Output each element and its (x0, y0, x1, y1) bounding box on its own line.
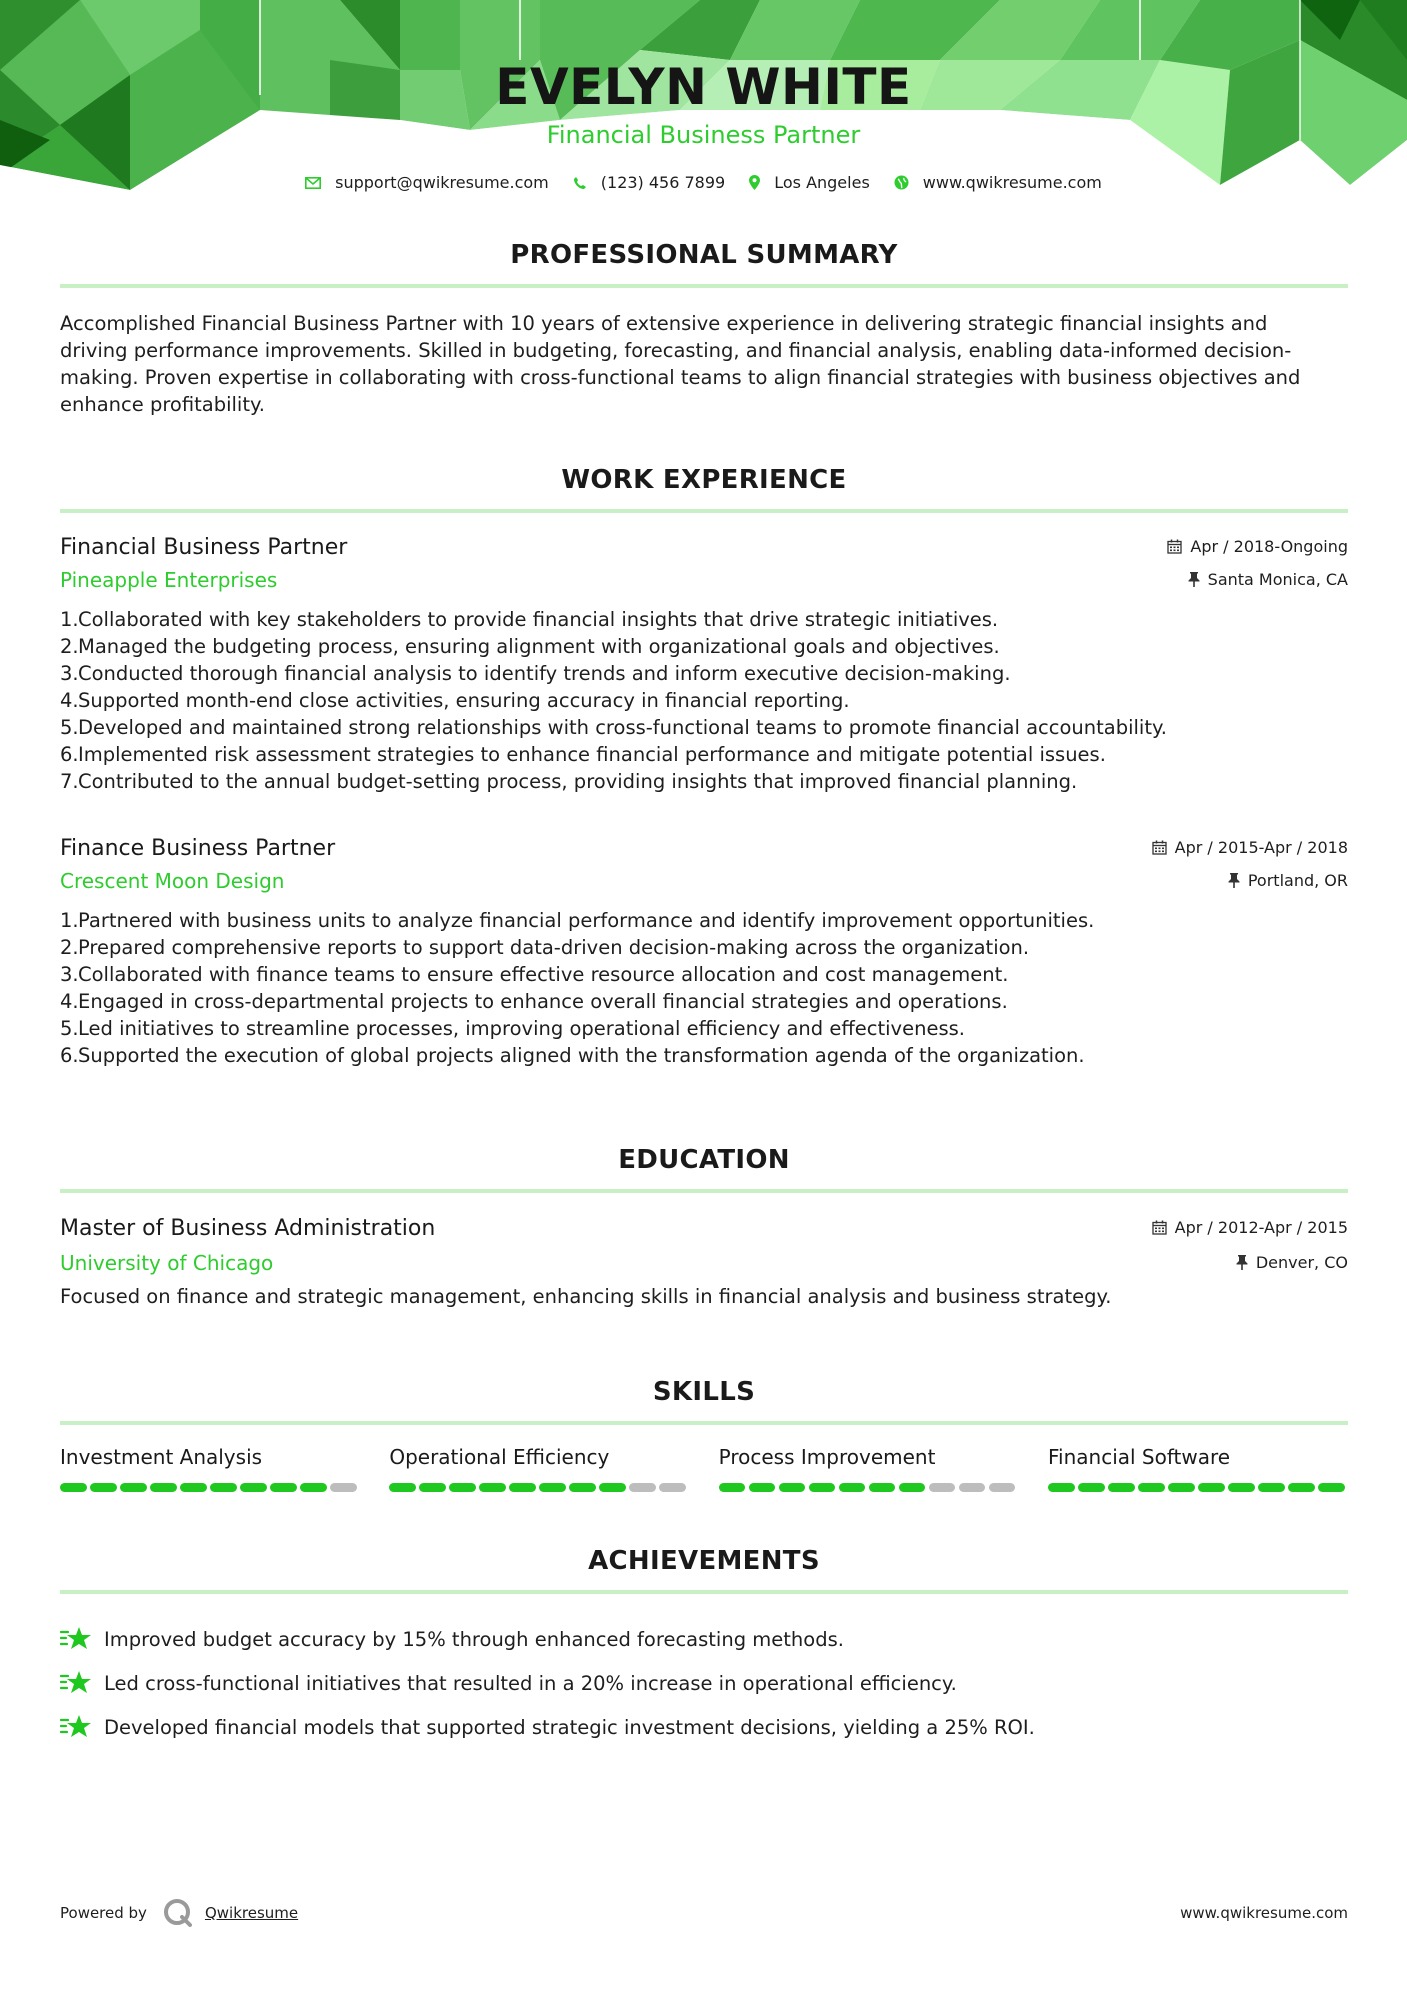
rating-dot-filled (210, 1483, 237, 1492)
achievement-text: Developed financial models that supported strategic investment decisions, yielding a 25% ROI. (104, 1715, 1035, 1739)
school-name: University of Chicago (60, 1251, 274, 1275)
star-icon (60, 1669, 92, 1697)
education-dates (1152, 1218, 1348, 1237)
job-bullets (60, 606, 1348, 795)
skill-rating (719, 1483, 1019, 1492)
contact-location (749, 173, 870, 192)
summary-line: Accomplished Financial Business Partner with 10 years of extensive experience in delivering strategic financial insights and (60, 312, 1268, 335)
job-title: Financial Business Partner (60, 535, 348, 560)
rating-dot-filled (300, 1483, 327, 1492)
job-dates-text: Apr / 2015-Apr / 2018 (1174, 838, 1348, 857)
job-dates-text: Apr / 2018-Ongoing (1190, 537, 1348, 556)
job-bullets (60, 907, 1348, 1069)
bullet-text: Prepared comprehensive reports to support data-driven decision-making across the organization. (78, 936, 1030, 959)
education-dates-text: Apr / 2012-Apr / 2015 (1174, 1218, 1348, 1237)
pushpin-icon (1228, 873, 1240, 888)
bullet-text: Supported the execution of global projects aligned with the transformation agenda of the organization. (78, 1044, 1085, 1067)
rating-dot-filled (1258, 1483, 1285, 1492)
skill-item (389, 1445, 689, 1492)
rating-dot-empty (929, 1483, 956, 1492)
bullet-text: Contributed to the annual budget-setting process, providing insights that improved financial planning. (78, 770, 1078, 793)
skill-name: Process Improvement (718, 1445, 936, 1469)
summary-text (60, 310, 1348, 418)
list-item: 2. Managed the budgeting process, ensuring alignment with organizational goals and objectives. (60, 635, 1000, 658)
contact-phone[interactable] (573, 173, 725, 192)
rating-dot-filled (749, 1483, 776, 1492)
rating-dot-filled (240, 1483, 267, 1492)
list-item (60, 1617, 1348, 1661)
rating-dot-filled (1198, 1483, 1225, 1492)
list-item: 1. Partnered with business units to analyze financial performance and identify improvement opportunities. (60, 909, 1095, 932)
summary-line: enhance profitability. (60, 393, 265, 416)
section-heading-skills: SKILLS (652, 1377, 756, 1407)
section-divider (60, 1421, 1348, 1425)
globe-icon (894, 175, 909, 190)
bullet-text: Engaged in cross-departmental projects to enhance overall financial strategies and operations. (78, 990, 1008, 1013)
website-text: www.qwikresume.com (922, 173, 1102, 192)
list-item: 2. Prepared comprehensive reports to support data-driven decision-making across the organization. (60, 936, 1030, 959)
envelope-icon (305, 177, 321, 189)
footer-powered (60, 1898, 298, 1928)
list-item: 4. Engaged in cross-departmental projects to enhance overall financial strategies and operations. (60, 990, 1008, 1013)
summary-line: making. Proven expertise in collaborating with cross-functional teams to align financial strategies with business objectives and (60, 366, 1301, 389)
candidate-name: EVELYN WHITE (495, 58, 912, 116)
rating-dot-filled (389, 1483, 416, 1492)
contact-bar (0, 173, 1407, 192)
rating-dot-filled (539, 1483, 566, 1492)
job-location-text: Santa Monica, CA (1207, 570, 1348, 589)
calendar-icon (1167, 539, 1182, 554)
education-location (1236, 1253, 1348, 1272)
list-item: 5. Developed and maintained strong relationships with cross-functional teams to promote financial accountability. (60, 716, 1167, 739)
bullet-text: Managed the budgeting process, ensuring alignment with organizational goals and objectives. (78, 635, 1000, 658)
education-entry (60, 1216, 1348, 1308)
skill-rating (1048, 1483, 1348, 1492)
map-pin-icon (749, 175, 760, 190)
rating-dot-filled (839, 1483, 866, 1492)
pushpin-icon (1236, 1255, 1248, 1270)
skill-item (719, 1445, 1019, 1492)
rating-dot-filled (150, 1483, 177, 1492)
job-location (1188, 570, 1348, 589)
rating-dot-filled (1228, 1483, 1255, 1492)
rating-dot-filled (899, 1483, 926, 1492)
bullet-text: Conducted thorough financial analysis to identify trends and inform executive decision-making. (78, 662, 1011, 685)
phone-icon (573, 176, 587, 190)
rating-dot-filled (180, 1483, 207, 1492)
footer (60, 1898, 1348, 1928)
rating-dot-empty (659, 1483, 686, 1492)
bullet-text: Implemented risk assessment strategies to enhance financial performance and mitigate potential issues. (78, 743, 1106, 766)
bullet-text: Led initiatives to streamline processes, improving operational efficiency and effectiveness. (78, 1017, 965, 1040)
rating-dot-filled (90, 1483, 117, 1492)
section-divider (60, 1189, 1348, 1193)
rating-dot-filled (449, 1483, 476, 1492)
education-description: Focused on finance and strategic management, enhancing skills in financial analysis and business strategy. (60, 1285, 1112, 1308)
list-item: 5. Led initiatives to streamline processes, improving operational efficiency and effectiveness. (60, 1017, 965, 1040)
experience-section (60, 465, 1348, 513)
candidate-title: Financial Business Partner (546, 121, 861, 149)
contact-email[interactable] (305, 173, 549, 192)
list-item: 6. Implemented risk assessment strategies to enhance financial performance and mitigate potential issues. (60, 743, 1106, 766)
contact-website[interactable] (894, 173, 1102, 192)
section-heading-achievements: ACHIEVEMENTS (588, 1546, 820, 1576)
section-divider (60, 1590, 1348, 1594)
rating-dot-empty (959, 1483, 986, 1492)
rating-dot-empty (330, 1483, 357, 1492)
list-item: 4. Supported month-end close activities, ensuring accuracy in financial reporting. (60, 689, 850, 712)
location-text: Los Angeles (774, 173, 870, 192)
rating-dot-filled (1288, 1483, 1315, 1492)
skills-list (60, 1445, 1348, 1492)
job-entry (60, 535, 1348, 795)
powered-by-label: Powered by (60, 1904, 147, 1922)
rating-dot-filled (270, 1483, 297, 1492)
bullet-text: Collaborated with finance teams to ensure effective resource allocation and cost management. (78, 963, 1009, 986)
rating-dot-filled (719, 1483, 746, 1492)
education-section (60, 1145, 1348, 1193)
pushpin-icon (1188, 572, 1200, 587)
skill-item (1048, 1445, 1348, 1492)
calendar-icon (1152, 840, 1167, 855)
skill-rating (60, 1483, 360, 1492)
list-item: 3. Collaborated with finance teams to ensure effective resource allocation and cost management. (60, 963, 1009, 986)
section-divider (60, 509, 1348, 513)
section-divider (60, 284, 1348, 288)
list-item: 6. Supported the execution of global projects aligned with the transformation agenda of the organization. (60, 1044, 1085, 1067)
job-entry (60, 836, 1348, 1069)
bullet-text: Supported month-end close activities, ensuring accuracy in financial reporting. (78, 689, 850, 712)
section-heading-experience: WORK EXPERIENCE (561, 465, 847, 495)
rating-dot-filled (419, 1483, 446, 1492)
bullet-text: Collaborated with key stakeholders to provide financial insights that drive strategic initiatives. (78, 608, 999, 631)
job-location (1228, 871, 1348, 890)
job-company: Pineapple Enterprises (60, 568, 278, 592)
job-dates (1167, 537, 1348, 556)
star-icon (60, 1713, 92, 1741)
bullet-text: Partnered with business units to analyze financial performance and identify improvement opportunities. (78, 909, 1095, 932)
calendar-icon (1152, 1220, 1167, 1235)
skills-section (60, 1377, 1348, 1425)
rating-dot-filled (1138, 1483, 1165, 1492)
rating-dot-filled (869, 1483, 896, 1492)
list-item: 1. Collaborated with key stakeholders to provide financial insights that drive strategic initiatives. (60, 608, 999, 631)
bullet-text: Developed and maintained strong relationships with cross-functional teams to promote financial accountability. (78, 716, 1167, 739)
list-item (60, 1661, 1348, 1705)
rating-dot-filled (1048, 1483, 1075, 1492)
achievements-list (60, 1617, 1348, 1749)
section-heading-education: EDUCATION (618, 1145, 790, 1175)
skill-name: Financial Software (1047, 1445, 1231, 1469)
list-item: 3. Conducted thorough financial analysis to identify trends and inform executive decision-making. (60, 662, 1011, 685)
skill-item (60, 1445, 360, 1492)
summary-section (60, 240, 1348, 288)
rating-dot-empty (629, 1483, 656, 1492)
job-location-text: Portland, OR (1247, 871, 1348, 890)
rating-dot-filled (569, 1483, 596, 1492)
email-text: support@qwikresume.com (335, 173, 549, 192)
job-dates (1152, 838, 1348, 857)
section-heading-summary: PROFESSIONAL SUMMARY (510, 240, 898, 270)
footer-website-link[interactable]: www.qwikresume.com (1180, 1904, 1348, 1922)
achievement-text: Led cross-functional initiatives that resulted in a 20% increase in operational efficiency. (104, 1671, 957, 1695)
skill-name: Investment Analysis (60, 1445, 263, 1469)
job-company: Crescent Moon Design (60, 869, 285, 893)
rating-dot-filled (599, 1483, 626, 1492)
rating-dot-filled (1078, 1483, 1105, 1492)
rating-dot-filled (509, 1483, 536, 1492)
skill-name: Operational Efficiency (389, 1445, 610, 1469)
rating-dot-empty (989, 1483, 1016, 1492)
rating-dot-filled (779, 1483, 806, 1492)
star-icon (60, 1625, 92, 1653)
rating-dot-filled (60, 1483, 87, 1492)
summary-line: driving performance improvements. Skilled in budgeting, forecasting, and financial analysis, enabling data-informed decision- (60, 339, 1292, 362)
qwikresume-link[interactable]: Qwikresume (204, 1904, 299, 1922)
degree-title: Master of Business Administration (60, 1216, 436, 1241)
phone-text: (123) 456 7899 (600, 173, 726, 192)
rating-dot-filled (1108, 1483, 1135, 1492)
list-item (60, 1705, 1348, 1749)
achievements-section (60, 1546, 1348, 1594)
rating-dot-filled (479, 1483, 506, 1492)
rating-dot-filled (809, 1483, 836, 1492)
list-item: 7. Contributed to the annual budget-setting process, providing insights that improved financial planning. (60, 770, 1078, 793)
rating-dot-filled (1318, 1483, 1345, 1492)
education-location-text: Denver, CO (1255, 1253, 1348, 1272)
qwikresume-logo-icon (163, 1898, 193, 1928)
skill-rating (389, 1483, 689, 1492)
job-title: Finance Business Partner (60, 836, 336, 861)
achievement-text: Improved budget accuracy by 15% through enhanced forecasting methods. (104, 1627, 844, 1651)
rating-dot-filled (1168, 1483, 1195, 1492)
rating-dot-filled (120, 1483, 147, 1492)
